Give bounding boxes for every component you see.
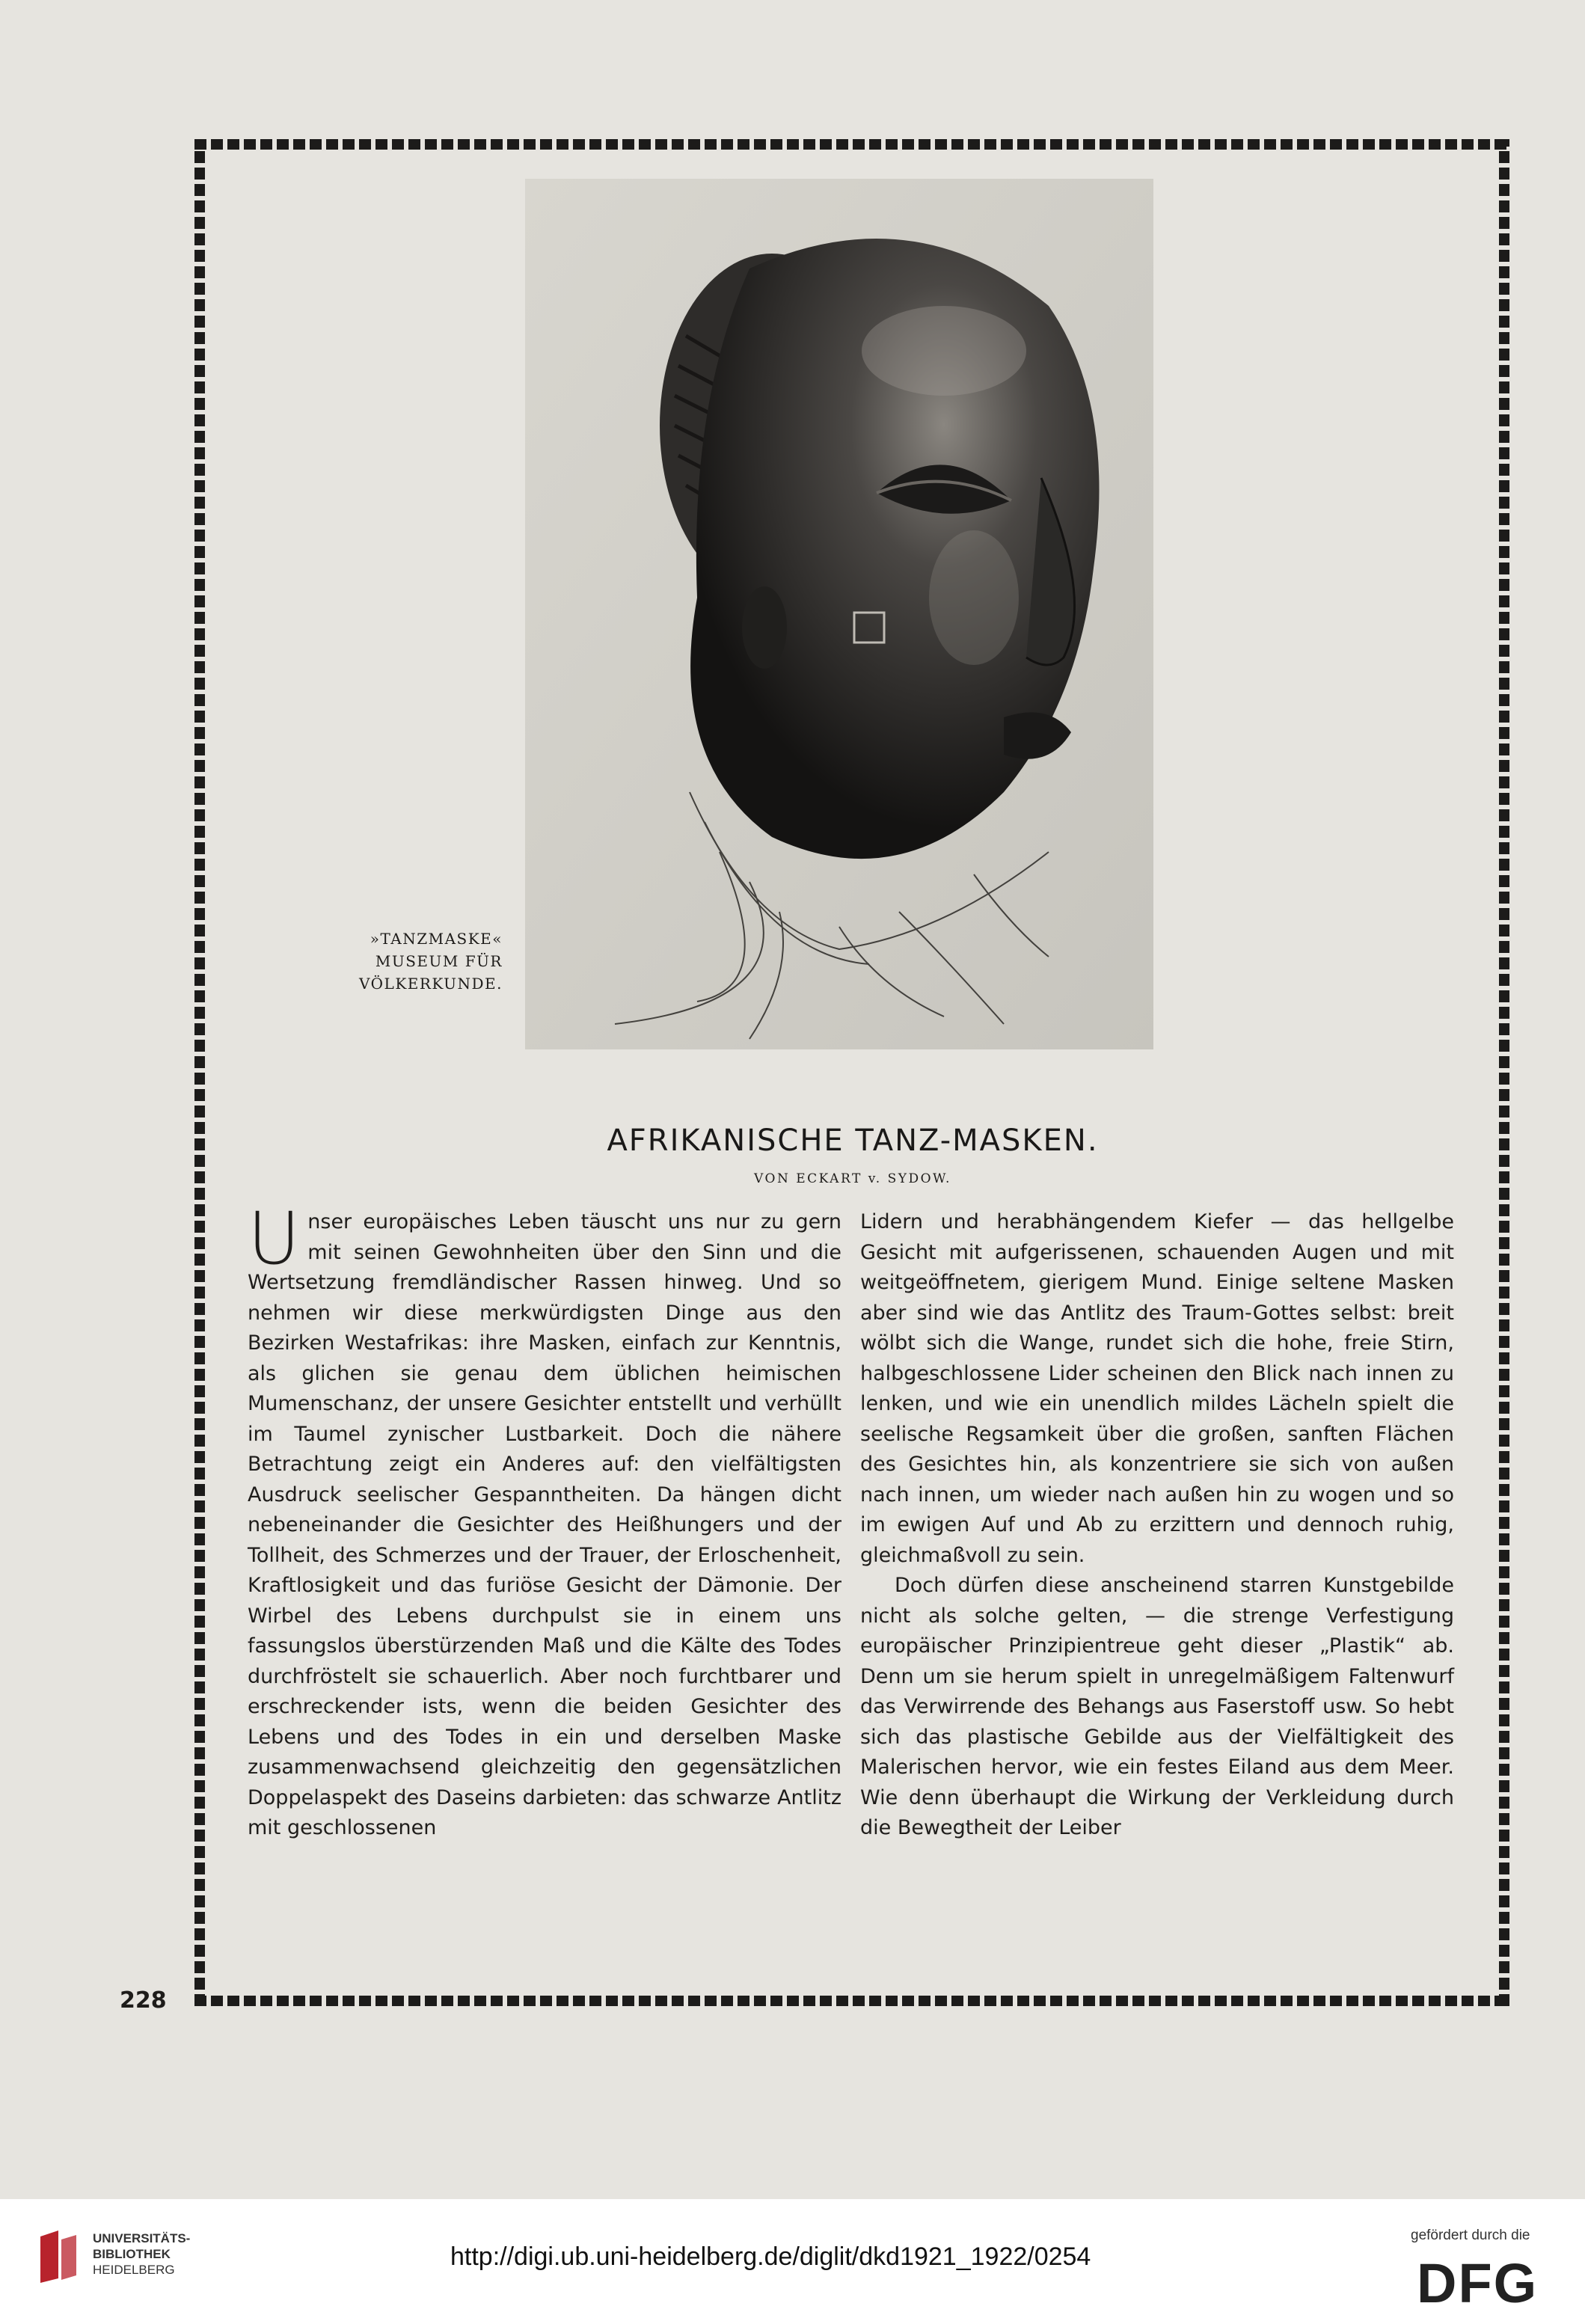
- photo-caption: [302, 928, 503, 995]
- university-library-logo-icon: [36, 2229, 81, 2284]
- caption-line-2: MUSEUM FÜR: [375, 952, 503, 970]
- caption-line-3: VÖLKERKUNDE.: [359, 975, 503, 993]
- library-line-2: BIBLIOTHEK: [93, 2247, 171, 2261]
- source-url-link[interactable]: http://digi.ub.uni-heidelberg.de/diglit/dkd1921_1922/0254: [450, 2242, 1091, 2271]
- mask-photograph: [525, 179, 1153, 1049]
- library-line-1: UNIVERSITÄTS-: [93, 2231, 191, 2245]
- paragraph-continued: Lidern und herabhängendem Kiefer — das hellgelbe Gesicht mit aufgerissenen, schauenden Augen und mit weitgeöffnetem, gierigem Mund. Einige seltene Masken aber sind wie das Antlitz des Traum-Gottes selbst: breit wölbt sich die Wange, rundet sich die hohe, freie Stirn, halbgeschlossene Lider scheinen den Blick nach innen zu lenken, und wie ein unendlich mildes Lächeln spielt die seelische Regsamkeit über die großen, sanften Flächen des Gesichtes hin, als konzentriere sie sich von außen nach innen, um wieder nach außen hin zu wogen und so im ewigen Auf und Ab zu erzittern und dennoch ruhig, gleichmaßvoll zu sein.: [860, 1210, 1454, 1567]
- library-line-3: HEIDELBERG: [93, 2263, 175, 2277]
- digitization-footer: [0, 2199, 1585, 2324]
- caption-line-1: »TANZMASKE«: [370, 930, 503, 948]
- paragraph: [248, 1197, 841, 1844]
- article-title: AFRIKANISCHE TANZ-MASKEN.: [607, 1123, 1099, 1158]
- library-name: [93, 2231, 190, 2278]
- drop-cap: U: [248, 1197, 301, 1281]
- text-column-right: [860, 1207, 1454, 1844]
- funded-by-label: gefördert durch die: [1411, 2228, 1530, 2243]
- dfg-logo: DFG: [1417, 2252, 1539, 2314]
- article-byline: VON ECKART v. SYDOW.: [754, 1171, 951, 1186]
- border-top: [194, 139, 1509, 150]
- border-left: [194, 139, 205, 2006]
- left-column-text: nser europäisches Leben täuscht uns nur zu gern mit seinen Gewohnheiten über den Sinn und die Wertsetzung fremdländischer Rassen hinweg. Und so nehmen wir diese merkwürdigsten Dinge aus den Bezirken Westafrikas: ihre Masken, einfach zur Kenntnis, als glichen sie genau dem üblichen heimischen Mumenschanz, der unsere Gesichter entstellt und verhüllt im Taumel zynischer Lustbarkeit. Doch die nähere Betrachtung zeigt ein Anderes auf: den vielfältigsten Ausdruck seelischer Gespanntheiten. Da hängen dicht nebeneinander die Gesichter des Heißhungers und der Tollheit, des Schmerzes und der Trauer, der Erloschenheit, Kraftlosigkeit und das furiöse Gesicht der Dämonie. Der Wirbel des Lebens durchpulst sie in einem uns fassungslos überstürzenden Maß und die Kälte des Todes durchfröstelt sie schauerlich. Aber noch furchtbarer und erschreckender ists, wenn die beiden Gesichter des Lebens und des Todes in ein und derselben Maske zusammenwachsend gleichzeitig den gegensätzlichen Doppelaspekt des Daseins darbieten: das schwarze Antlitz mit geschlossenen: [248, 1210, 841, 1839]
- text-column-left: [248, 1197, 841, 1844]
- paragraph: Doch dürfen diese anscheinend starren Kunstgebilde nicht als solche gelten, — die strenge Verfestigung europäischer Prinzipientreue geht dieser „Plastik“ ab. Denn um sie herum spielt in unregelmäßigem Faltenwurf das Verwirrende des Behangs aus Faserstoff usw. So hebt sich das plastische Gebilde aus der Vielfältigkeit des Malerischen hervor, wie ein festes Eiland aus dem Meer. Wie denn überhaupt die Wirkung der Verkleidung durch die Bewegtheit der Leiber: [860, 1574, 1454, 1839]
- border-right: [1499, 139, 1509, 2006]
- page-number: 228: [120, 1987, 167, 2014]
- border-bottom: [194, 1996, 1509, 2006]
